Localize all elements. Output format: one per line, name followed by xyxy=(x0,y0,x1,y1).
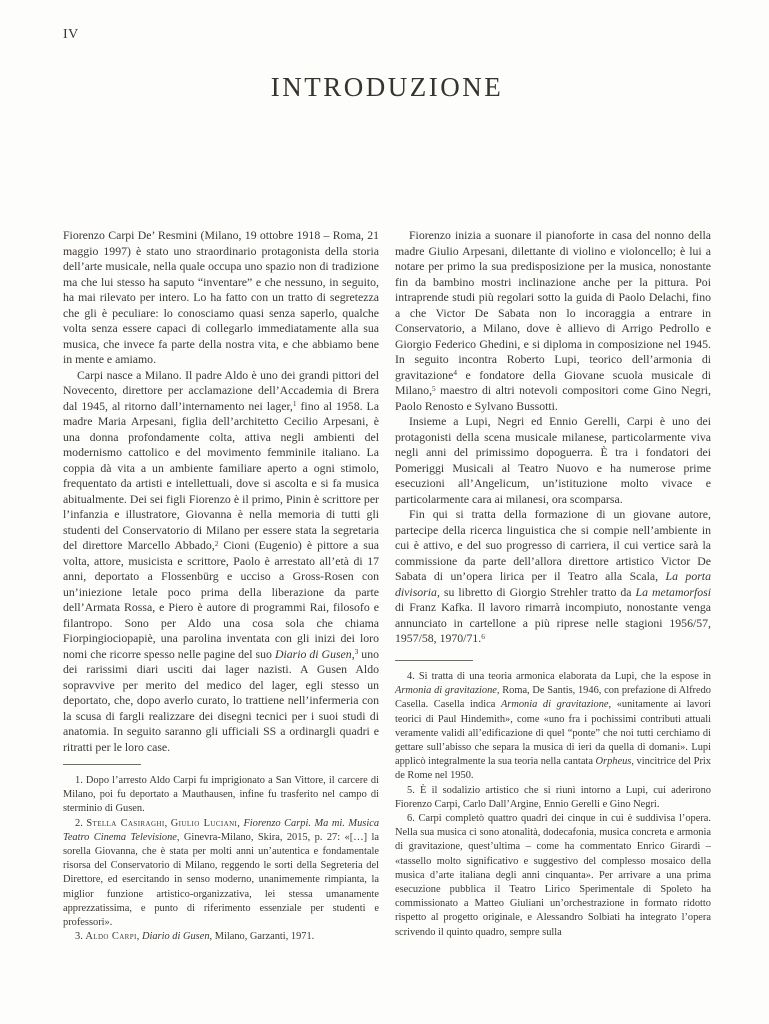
text-run: 1. Dopo l’arresto Aldo Carpi fu imprigionato a San Vittore, il carcere di Milano, poi fu deportato a Mauthausen, infine fu trasferito nel campo di sterminio di Gusen. xyxy=(63,775,379,815)
footnote-marker: 5 xyxy=(432,383,436,393)
text-run: Aldo Carpi xyxy=(85,931,137,943)
text-run: , Roma, De Santis, 1946, con prefazione di Alfredo Casella. Casella indica xyxy=(395,685,711,711)
text-run: Insieme a Lupi, Negri ed Ennio Gerelli, Carpi è uno dei protagonisti della scena musicale milanese, particolarmente viva negli anni del primissimo dopoguerra. È tra i fondatori dei Pomeriggi Musicali al Teatro Nuovo e ha numerose prime esecuzioni all’Angelicum, un’istituzione molto vivace e particolarmente cara ai milanesi, ora scomparsa. xyxy=(395,414,711,506)
text-run: Fiorenzo Carpi. Ma mi. Musica Teatro Cinema Televisione xyxy=(63,817,380,843)
text-run: e fondatore della Giovane scuola musicale di Milano, xyxy=(395,367,711,397)
footnote-marker: 6 xyxy=(481,631,485,641)
footnote xyxy=(63,817,379,931)
text-run: , xyxy=(237,817,244,829)
text-run: Fiorenzo Carpi De’ Resmini (Milano, 19 ottobre 1918 – Roma, 21 maggio 1997) è stato uno straordinario protagonista della storia dell’arte musicale, nella quale occupa uno spazio non di tradizione ma che lui stesso ha saputo “inventare” e che nessuno, in seguito, ha mai rilevato per intero. Lo ha fatto con un tratto di segretezza che gli è peculiare: lo conosciamo quasi senza saperlo, qualche volta senza essere capaci di collegarlo immediatamente alla sua musica, che invece fa parte della nostra vita, e che abbiamo bene in mente e amiamo. xyxy=(63,228,379,366)
text-run: , «unitamente ai lavori teorici di Paul Hindemith», come «uno fra i pochissimi contributi attuali veramente validi all’edificazione di quel “ponte” che noi tutti cerchiamo di gettare sull’abisso che separa la musica di ieri da quella di domani». Lupi applicò integralmente la sua teoria nella cantata xyxy=(395,699,711,768)
paragraph xyxy=(395,507,711,647)
text-run: 2. xyxy=(75,817,87,829)
text-run: La metamorfosi xyxy=(635,584,711,599)
text-run: 6. Carpi completò quattro quadri dei cinque in cui è suddivisa l’opera. Nella sua musica ci sono atonalità, dodecafonia, musica concreta e armonia di gravitazione, quest’ultima – come ha commentato Enrico Girardi – «tassello molto significativo e suggestivo del complesso mosaico della musica d’arte italiana degli anni cinquanta». Per arrivare a una prima esecuzione pubblica il Teatro Lirico Sperimentale di Spoleto ha commissionato a Matteo Giuliani un’orchestrazione in formato ridotto rispetto al progetto originale, e Alessandro Solbiati ha integrato l’opera scrivendo il quinto quadro, sempre sulla xyxy=(395,813,711,938)
footnote-divider xyxy=(63,764,141,765)
text-run: 4. Si tratta di una teoria armonica elaborata da Lupi, che la espose in xyxy=(407,671,711,682)
text-run: , Ginevra-Milano, Skira, 2015, p. 27: «[…] la sorella Giovanna, che è stata per molti anni un’autentica e fondamentale risorsa del Conservatorio di Milano, reggendo le sorti della Segreteria del Direttore, ed esercitando in senso moderno, unanimemente rimpianta, la miglior funzione artistico-organizzativa, lei stessa umanamente apprezzatissima, e punto di riferimento essenziale per studenti e professori». xyxy=(63,831,379,929)
text-run: , xyxy=(164,817,171,829)
paragraph xyxy=(63,368,379,756)
footnote xyxy=(395,784,711,812)
text-run: di Franz Kafka. Il lavoro rimarrà incompiuto, nonostante venga annunciato in cartellone a più riprese nelle stagioni 1956/57, 1957/58, 1970/71. xyxy=(395,600,711,645)
text-run: Stella Casiraghi xyxy=(86,817,165,829)
footnote-marker: 1 xyxy=(292,399,297,409)
footnote-marker: 4 xyxy=(453,368,457,378)
paragraph xyxy=(395,414,711,507)
text-run: Diario di Gusen xyxy=(141,931,210,943)
text-run: , xyxy=(136,931,142,943)
text-run: Carpi nasce a Milano. Il padre Aldo è uno dei grandi pittori del Novecento, direttore per acclamazione dell’Accademia di Brera dal 1945, al ritorno dall’internamento nei lager, xyxy=(63,367,379,413)
footnote xyxy=(63,930,379,944)
left-column xyxy=(63,228,379,944)
text-run: , vincitrice del Prix de Rome nel 1950. xyxy=(395,756,711,782)
footnote xyxy=(395,670,711,784)
footnote-divider xyxy=(395,660,473,661)
text-run: uno dei rarissimi diari usciti dai lager nazisti. A Gusen Aldo sopravvive per merito del medico del lager, egli stesso un deportato, che, dopo averlo curato, lo trattiene nell’infermeria con la scusa di fargli realizzare dei disegni tecnici per i suoi studi di anatomia. In seguito saranno gli ufficiali SS a ordinargli quadri e ritratti per le loro case. xyxy=(63,646,379,754)
text-run: , Milano, Garzanti, 1971. xyxy=(209,931,315,943)
text-run: Giulio Luciani xyxy=(170,817,238,829)
chapter-title: INTRODUZIONE xyxy=(270,72,504,102)
right-column-body xyxy=(395,228,711,660)
text-run: maestro di altri notevoli compositori come Gino Negri, Paolo Renosto e Sylvano Bussotti. xyxy=(395,383,711,413)
footnote-marker: 2 xyxy=(214,538,219,548)
text-run: La porta divisoria xyxy=(395,569,711,599)
right-footnotes xyxy=(395,670,711,940)
text-run: fino al 1958. La madre Maria Arpesani, figlia dell’architetto Cecilio Arpesani, è una donna profondamente colta, attiva negli ambienti del modernismo cattolico e del movimento femminile italiano. La coppia dà vita a un ambiente familiare aperto a ogni stimolo, frequentato da artisti e intellettuali, dove si ascolta e si fa musica abitualmente. Dei sei figli Fiorenzo è il primo, Pinin è scrittore per l’infanzia e illustratore, Giovanna è nella memoria di tutti gli studenti del Conservatorio di Milano per essere stata la segretaria del direttore Marcello Abbado, xyxy=(63,398,379,552)
footnote xyxy=(63,774,379,817)
footnote xyxy=(395,812,711,940)
left-footnotes xyxy=(63,774,379,944)
footnote-marker: 3 xyxy=(354,647,359,657)
text-run: Diario di Gusen, xyxy=(274,646,355,661)
text-run: Orpheus xyxy=(595,756,632,768)
left-column-body xyxy=(63,228,379,764)
paragraph xyxy=(63,228,379,368)
text-run: Armonia di gravitazione xyxy=(500,699,609,711)
text-run: Fiorenzo inizia a suonare il pianoforte in casa del nonno della madre Giulio Arpesani, dilettante di violino e violoncello; è lui a notare per primo la sua predisposizione per la musica, nonostante fin da bambino mostri inclinazione anche per la pittura. Poi intraprende studi più regolari sotto la guida di Paolo Delachi, fino a che Victor De Sabata non lo incoraggia a entrare in Conservatorio, a Milano, dove è allievo di Arrigo Pedrollo e Giorgio Federico Ghedini, e si diploma in composizione nel 1945. In seguito incontra Roberto Lupi, teorico dell’armonia di gravitazione xyxy=(395,228,711,382)
text-run: Cioni (Eugenio) è pittore a sua volta, attore, musicista e scrittore, Paolo è arrestato all’età di 17 anni, deportato a Flossenbürg e ucciso a Gross-Rosen con un’iniezione letale poco prima della liberazione da parte dell’Armata Rossa, e Piero è autore di programmi Rai, filosofo e filantropo. Sono per Aldo una cosa sola che chiama Fiorpingiociopapiè, una parolina inventata con gli inizi dei loro nomi che ricorre spesso nelle pagine del suo xyxy=(63,538,379,661)
text-run: 5. È il sodalizio artistico che si riunì intorno a Lupi, cui aderirono Fiorenzo Carpi, Carlo Dall’Argine, Ennio Gerelli e Gino Negri. xyxy=(395,784,711,810)
text-run: , su libretto di Giorgio Strehler tratto da xyxy=(436,584,636,599)
paragraph xyxy=(395,228,711,414)
text-run: Armonia di gravitazione xyxy=(395,685,497,697)
right-column xyxy=(395,228,711,940)
text-run: 3. xyxy=(75,931,86,943)
text-run: Fin qui si tratta della formazione di un giovane autore, partecipe della ricerca linguistica che si compie nell’ambiente in cui è attivo, e del suo progresso di carriera, il cui vertice sarà la commissione da parte dell’allora direttore artistico Victor De Sabata di un’opera lirica per il Teatro alla Scala, xyxy=(395,507,711,583)
page-number: IV xyxy=(63,27,79,42)
